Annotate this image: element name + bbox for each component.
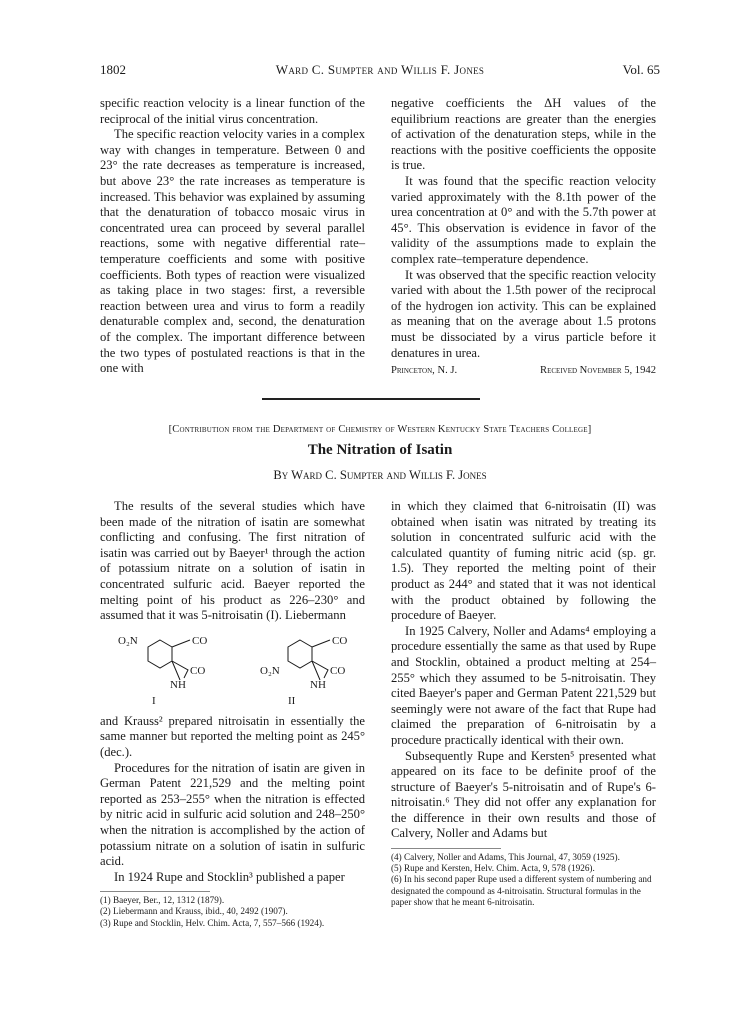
nh-label-1: NH: [170, 678, 186, 691]
top-right-column: [391, 96, 656, 379]
paragraph: negative coefficients the ΔH values of the equilibrium reactions are greater than the energies of activation of the denaturation steps, while in the reactions with the positive coefficients the opposite is true.: [391, 96, 656, 173]
footnote: (5) Rupe and Kersten, Helv. Chim. Acta, 9, 578 (1926).: [391, 863, 595, 874]
footnote: (6) In his second paper Rupe used a different system of numbering and designated the compound as 4-nitroisatin. Structural formulas in the paper show that he meant 6-nitroisatin.: [391, 874, 652, 907]
paragraph: specific reaction velocity is a linear function of the reciprocal of the initial virus concentration.: [100, 96, 365, 126]
benzene-ring-2: [288, 640, 312, 668]
page-number: 1802: [100, 62, 126, 77]
footnote: (1) Baeyer, Ber., 12, 1312 (1879).: [100, 895, 225, 906]
contribution-line: [Contribution from the Department of Chemistry of Western Kentucky State Teachers College]: [168, 424, 592, 435]
volume-label: Vol. 65: [622, 62, 660, 77]
article-title: The Nitration of Isatin: [307, 442, 453, 458]
structural-formulas-figure: [100, 628, 365, 708]
ring-bond-1: [172, 640, 190, 680]
paragraph: Procedures for the nitration of isatin are given in German Patent 221,529 and the melting point reported as 253–255° when the nitration is effected by nitric acid in sulfuric acid solution and 248–250° when the nitration is accomplished by the action of potassium nitrate on a solution of isatin in sulfuric acid.: [100, 760, 365, 869]
footnotes-left: [100, 895, 365, 929]
paragraph: It was observed that the specific reaction velocity varied with about the 1.5th power of the reciprocal of the hydrogen ion activity. This can be explained as meaning that on the average about 1.5 protons must be dissociated by a virus particle before it denatures in urea.: [391, 267, 656, 360]
paragraph: In 1925 Calvery, Noller and Adams⁴ employing a procedure essentially the same as that used by Rupe and Stocklin, obtained a product melting at 254–255° which they assumed to be 5-nitroisatin. They cited Baeyer's paper and German Patent 221,529 but seemingly were not aware of the fact that Rupe had claimed the preparation of 6-nitroisatin by a procedure practically identical with their own.: [391, 623, 656, 747]
benzene-ring-1: [148, 640, 172, 668]
paragraph: and Krauss² prepared nitroisatin in essentially the same manner but reported the melting point as 245° (dec.).: [100, 713, 365, 759]
running-title: Ward C. Sumpter and Willis F. Jones: [275, 62, 485, 77]
structure-label-1: I: [152, 694, 156, 707]
paragraph: The results of the several studies which have been made of the nitration of isatin are somewhat conflicting and confusing. The first nitration of isatin was carried out by Baeyer¹ through the action of potassium nitrate on a solution of isatin in concentrated sulfuric acid. Baeyer reported the melting point of his product as 226–230° and assumed that it was 5-nitroisatin (I). Liebermann: [100, 499, 365, 623]
top-left-column: [100, 96, 365, 377]
structure-label-2: II: [288, 694, 296, 707]
section-divider: [262, 398, 480, 400]
structural-formulas: [100, 628, 365, 708]
bottom-left-column: [100, 499, 365, 929]
ring-bond-2: [312, 640, 330, 680]
co-label-1a: CO: [192, 634, 208, 647]
o2n-label-2: O₂N: [260, 664, 280, 677]
nh-label-2: NH: [310, 678, 326, 691]
bottom-right-column: [391, 499, 656, 908]
paragraph: Subsequently Rupe and Kersten⁵ presented what appeared on its face to be definite proof of the structure of Baeyer's 5-nitroisatin and of Rupe's 6-nitroisatin.⁶ They did not offer any explanation for the difference in their own results and those of Calvery, Noller and Adams but: [391, 748, 656, 841]
co-label-2b: CO: [330, 664, 346, 677]
paragraph: It was found that the specific reaction velocity varied approximately with the 8.1th power of the urea concentration at 0° and with the 5.7th power at 45°. This observation is evidence in favor of the validity of the assumptions made to explain the complex rate–temperature dependence.: [391, 173, 656, 266]
o2n-label-1: O₂N: [118, 634, 138, 647]
running-header: [100, 62, 660, 80]
signoff-received: Received November 5, 1942: [540, 365, 656, 377]
footnote-rule: [100, 891, 210, 892]
paragraph: The specific reaction velocity varies in a complex way with changes in temperature. Between 0 and 23° the rate decreases as temperature is increased, but above 23° the rate increases as temperature is increased. This behavior was explained by assuming that the denaturation of tobacco mosaic virus in concentrated urea can proceed by several parallel reactions, some with negative differential rate–temperature coefficients and some with positive coefficients. Both types of reaction were visualized as taking place in two stages: first, a reversible reaction between urea and virus to form a readily denaturable complex and, second, the denaturation of the complex. The important difference between the two types of postulated reactions is that in the one with: [100, 127, 365, 376]
co-label-2a: CO: [332, 634, 348, 647]
footnote: (2) Liebermann and Krauss, ibid., 40, 2492 (1907).: [100, 906, 288, 917]
signoff: [391, 363, 656, 379]
paragraph: In 1924 Rupe and Stocklin³ published a paper: [114, 869, 345, 884]
signoff-place: Princeton, N. J.: [391, 365, 458, 377]
footnote: (4) Calvery, Noller and Adams, This Journal, 47, 3059 (1925).: [391, 852, 620, 863]
paragraph: in which they claimed that 6-nitroisatin (II) was obtained when isatin was nitrated by treating its solution in concentrated sulfuric acid with the calculated quantity of fuming nitric acid (sp. gr. 1.5). They reported the melting point of their product as 244° and stated that it was not identical with the product obtained by following the procedure of Baeyer.: [391, 499, 656, 623]
footnotes-right: [391, 852, 656, 908]
co-label-1b: CO: [190, 664, 206, 677]
footnote-rule: [391, 848, 501, 849]
byline: By Ward C. Sumpter and Willis F. Jones: [273, 468, 487, 482]
footnote: (3) Rupe and Stocklin, Helv. Chim. Acta, 7, 557–566 (1924).: [100, 917, 325, 928]
